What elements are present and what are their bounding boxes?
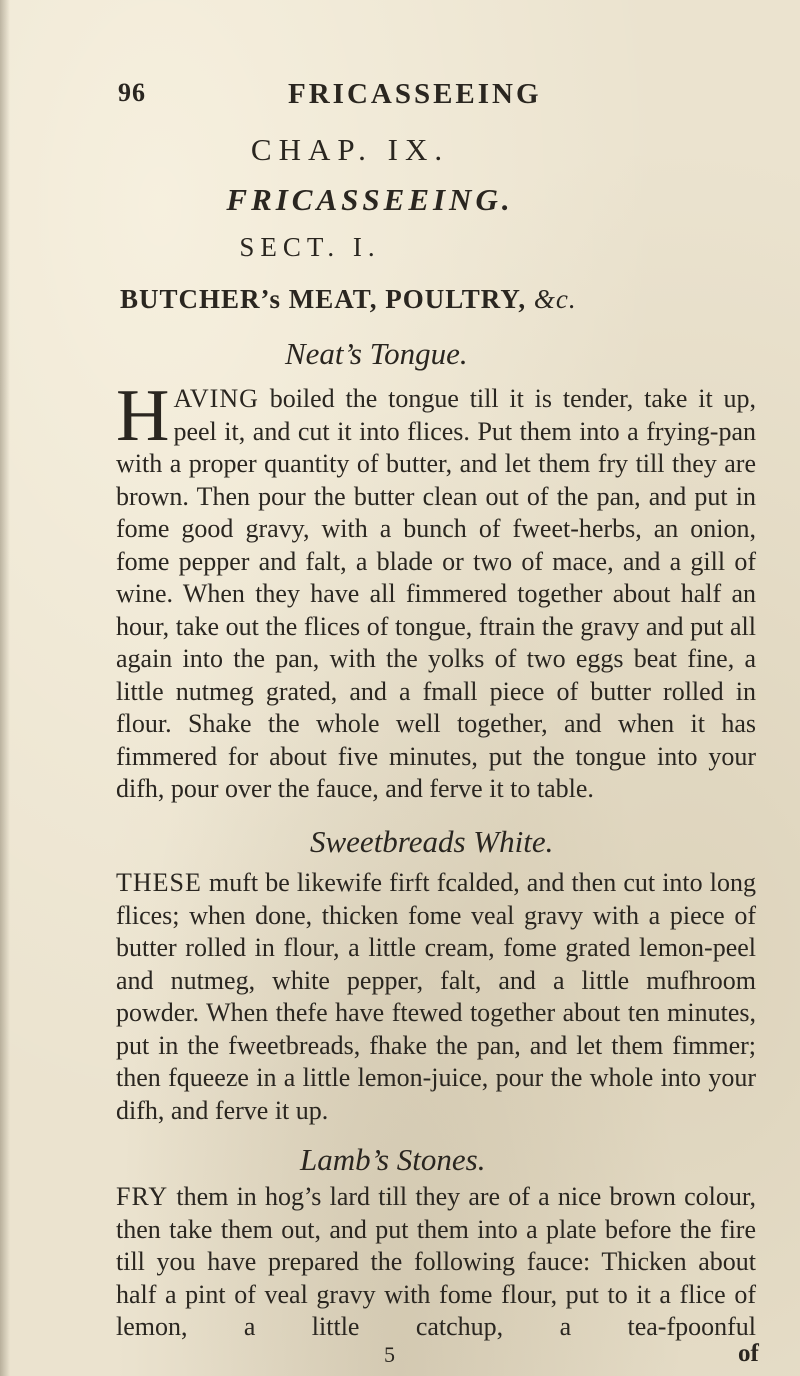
recipe-title-lambs-stones: Lamb’s Stones. xyxy=(300,1142,486,1177)
drop-cap: H xyxy=(116,375,170,457)
recipe-text: boiled the tongue till it is tender, take it up, peel it, and cut it into flices. Put them into a frying-pan with a proper quantity of butter, and let them fry till they are brown. Then pour the butter clean out of the pan, and put in fome good gravy, with a bunch of fweet-herbs, an onion, fome pepper and falt, a blade or two of mace, and a gill of wine. When they have all fimmered together about half an hour, take out the flices of tongue, ftrain the gravy and put all again into the pan, with the yolks of two eggs beat fine, a little nutmeg grated, and a fmall piece of butter rolled in flour. Shake the whole well together, and when it has fimmered for about five minutes, put the tongue into your difh, pour over the fauce, and ferve it to table. xyxy=(116,384,756,803)
chapter-title: FRICASSEEING. xyxy=(226,182,514,217)
running-title: FRICASSEEING xyxy=(288,78,542,110)
recipe-body-lambs-stones xyxy=(116,1181,756,1344)
recipe-text: them in hog’s lard till they are of a nice brown colour, then take them out, and put them into a plate before the fire till you have prepared the following fauce: Thicken about half a pint of veal gravy with fome flour, put to it a flice of lemon, a little catchup, a tea-fpoonful xyxy=(116,1182,756,1341)
recipe-text: muft be likewife firft fcalded, and then cut into long flices; when done, thicken fome veal gravy with a piece of butter rolled in flour, a little cream, fome grated lemon-peel and nutmeg, white pepper, falt, and a little mufhroom powder. When thefe have ftewed together about ten minutes, put in the fweetbreads, fhake the pan, and let them fimmer; then fqueeze in a little lemon-juice, pour the whole into your difh, and ferve it up. xyxy=(116,868,756,1125)
subject-etc: &c. xyxy=(533,284,577,314)
page-gutter-shadow xyxy=(0,0,10,1376)
catchword: of xyxy=(738,1340,759,1367)
recipe-title-neats-tongue: Neat’s Tongue. xyxy=(285,336,468,371)
section-heading: SECT. I. xyxy=(239,232,381,262)
subject-main: BUTCHER’s MEAT, POULTRY, xyxy=(120,284,527,314)
lead-word: AVING xyxy=(173,384,259,413)
recipe-body-neats-tongue xyxy=(116,375,756,806)
signature-mark: 5 xyxy=(384,1342,395,1367)
recipe-title-sweetbreads-white: Sweetbreads White. xyxy=(310,824,554,859)
section-subject xyxy=(120,284,760,315)
chapter-heading: CHAP. IX. xyxy=(250,132,450,167)
lead-word: THESE xyxy=(116,868,202,897)
recipe-body-sweetbreads-white xyxy=(116,867,756,1127)
page-number: 96 xyxy=(118,78,146,107)
running-head xyxy=(118,78,718,118)
lead-word: FRY xyxy=(116,1182,169,1211)
